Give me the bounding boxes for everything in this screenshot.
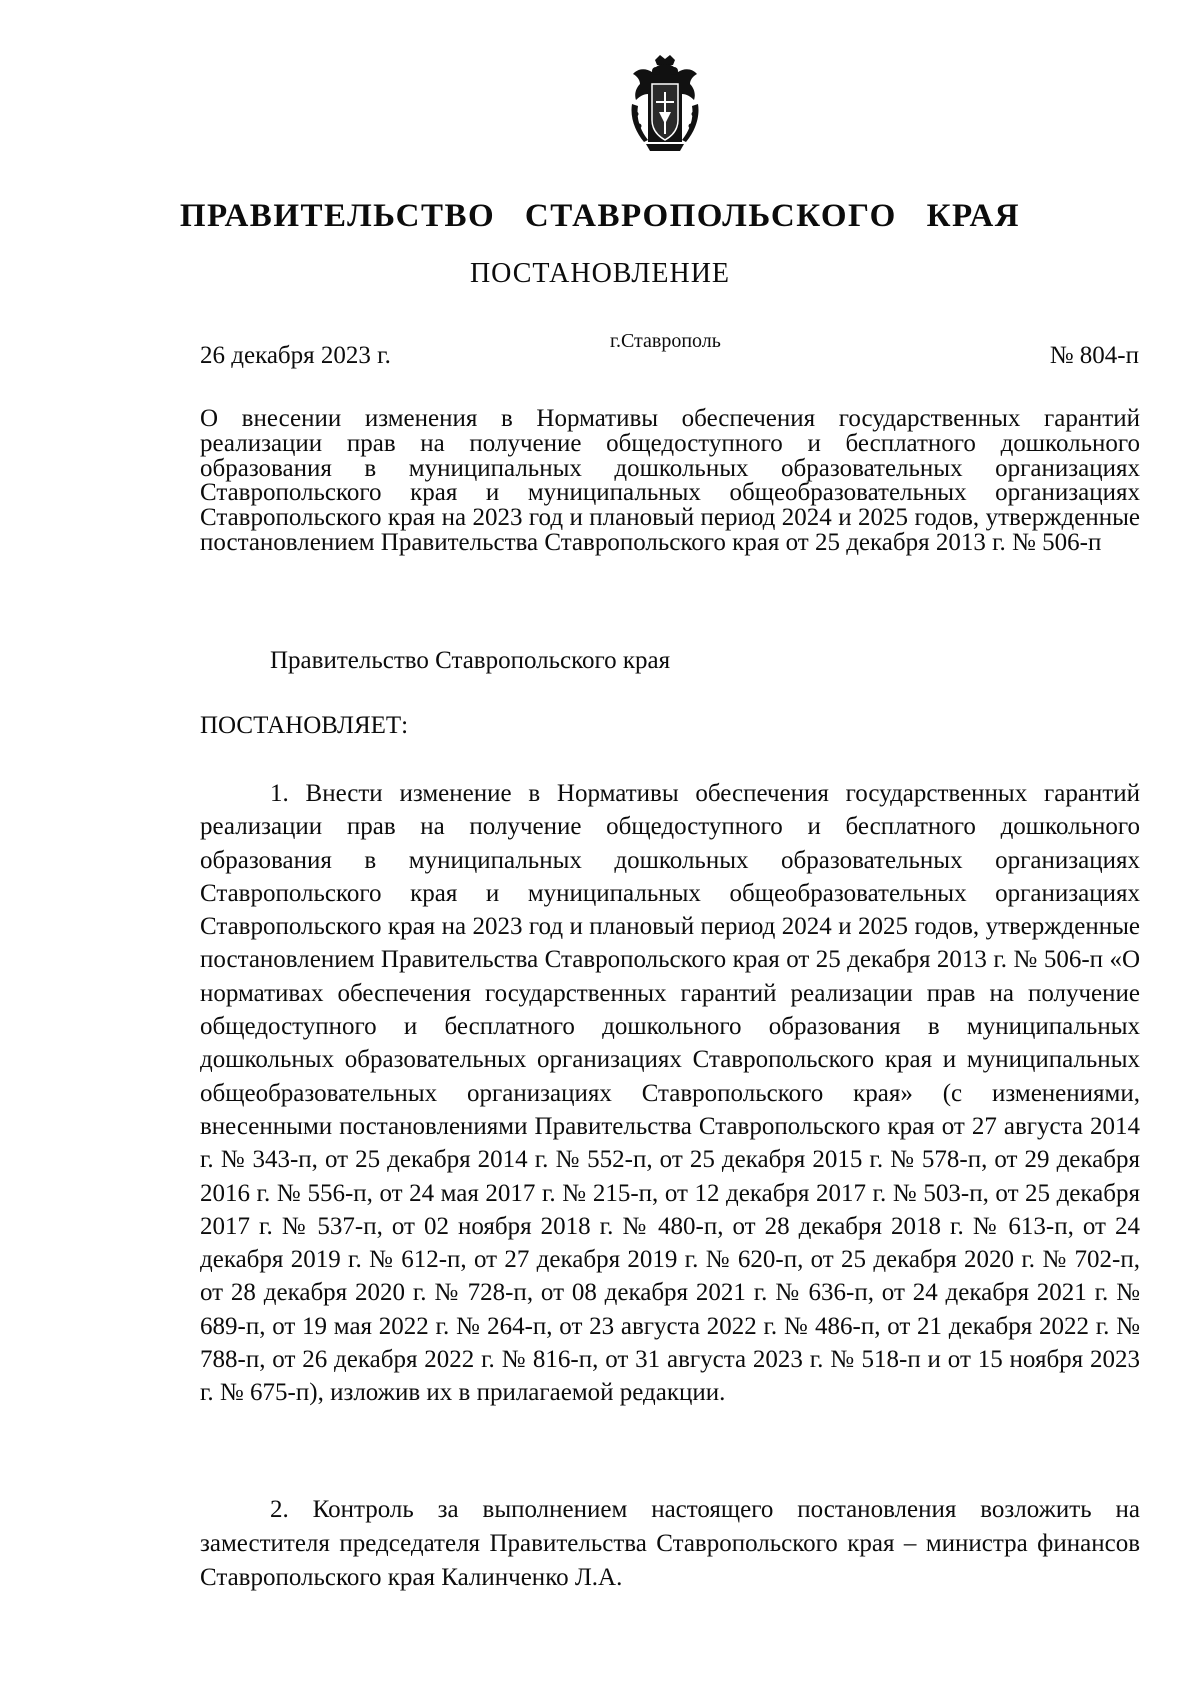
paragraph-2: 2. Контроль за выполнением настоящего постановления возложить на заместителя председателя Правительства Ставропольского края – министра финансов Ставропольского края Калинченко Л.А. — [200, 1496, 1140, 1591]
decree-heading: ПОСТАНОВЛЯЕТ: — [200, 712, 409, 739]
document-subject: О внесении изменения в Нормативы обеспечения государственных гарантий реализации прав на получение общедоступного и бесплатного дошкольного образования в муниципальных дошкольных образовательных организациях Ставропольского края и муниципальных общеобразовательных организациях Ставропольского края на 2023 год и плановый период 2024 и 2025 годов, утвержденные постановлением Правительства Ставропольского края от 25 декабря 2013 г. № 506-п — [200, 405, 1140, 556]
document-number: № 804-п — [1049, 342, 1139, 369]
document-date: 26 декабря 2023 г. — [200, 342, 391, 369]
stavropol-coat-of-arms-icon — [628, 54, 702, 154]
document-type: ПОСТАНОВЛЕНИЕ — [469, 258, 731, 289]
paragraph-1: 1. Внести изменение в Нормативы обеспечения государственных гарантий реализации прав на получение общедоступного и бесплатного дошкольного образования в муниципальных дошкольных образовательных организациях Ставропольского края и муниципальных общеобразовательных организациях Ставропольского края на 2023 год и плановый период 2024 и 2025 годов, утвержденные постановлением Правительства Ставропольского края от 25 декабря 2013 г. № 506-п «О нормативах обеспечения государственных гарантий реализации прав на получение общедоступного и бесплатного дошкольного образования в муниципальных дошкольных образовательных организациях Ставропольского края и муниципальных общеобразовательных организациях Ставропольского края» (с изменениями, внесенными постановлениями Правительства Ставропольского края от 27 августа 2014 г. № 343-п, от 25 декабря 2014 г. № 552-п, от 25 декабря 2015 г. № 578-п, от 29 декабря 2016 г. № 556-п, от 24 мая 2017 г. № 215-п, от 12 декабря 2017 г. № 503-п, от 25 декабря 2017 г. № 537-п, от 02 ноября 2018 г. № 480-п, от 28 декабря 2018 г. № 613-п, от 24 декабря 2019 г. № 612-п, от 27 декабря 2019 г. № 620-п, от 25 декабря 2020 г. № 702-п, от 28 декабря 2020 г. № 728-п, от 08 декабря 2021 г. № 636-п, от 24 декабря 2021 г. № 689-п, от 19 мая 2022 г. № 264-п, от 23 августа 2022 г. № 486-п, от 21 декабря 2022 г. № 788-п, от 26 декабря 2022 г. № 816-п, от 31 августа 2023 г. № 518-п и от 15 ноября 2023 г. № 675-п), изложив их в прилагаемой редакции. — [200, 780, 1140, 1407]
government-name: ПРАВИТЕЛЬСТВО СТАВРОПОЛЬСКОГО КРАЯ — [179, 198, 1021, 234]
document-place: г.Ставрополь — [610, 330, 721, 352]
preamble: Правительство Ставропольского края — [270, 647, 671, 674]
